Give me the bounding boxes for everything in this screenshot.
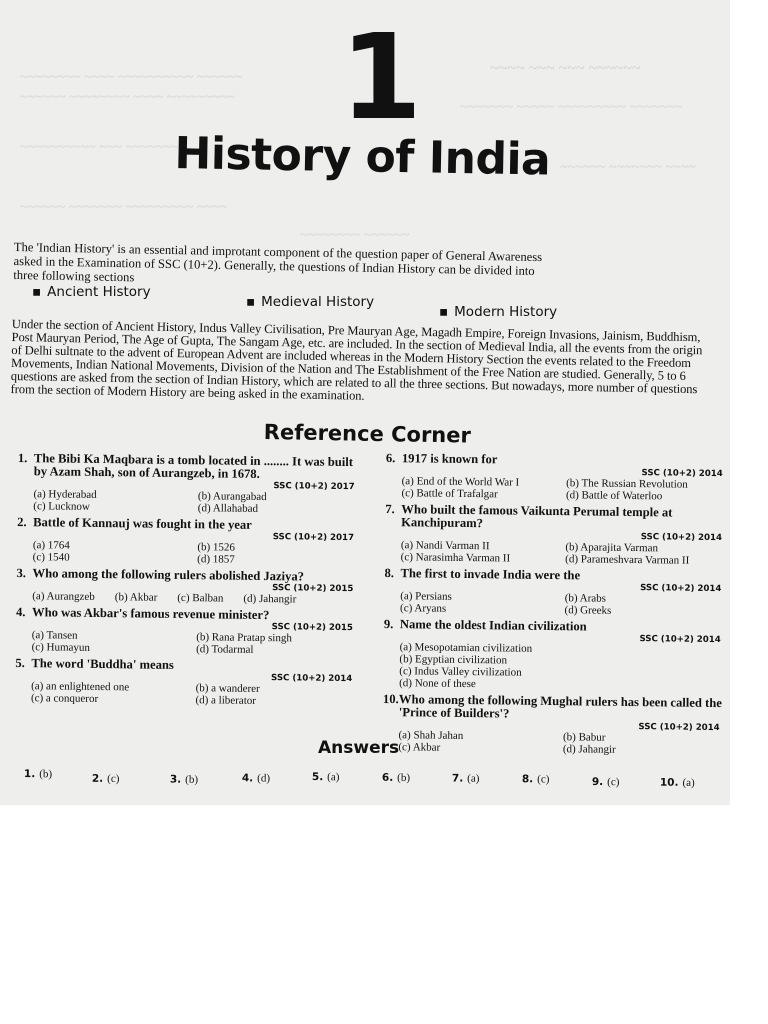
exam-tag: SSC (10+2) 2015 [271, 622, 353, 634]
option-b: (b) Babur [562, 731, 606, 744]
answer-value: (a) [327, 771, 340, 784]
exam-tag: SSC (10+2) 2017 [272, 532, 355, 544]
question-stem: Battle of Kannauj was fought in the year [33, 515, 252, 532]
section-item-modern: ▪ Modern History [439, 304, 557, 320]
question-number: 10. [382, 691, 399, 707]
answer-number: 10. [659, 776, 679, 789]
question-item [384, 567, 730, 618]
option-c: (c) Balban [177, 591, 224, 605]
option-c: (c) Aryans [400, 602, 447, 615]
answer-item [170, 774, 198, 786]
answer-value: (c) [107, 772, 120, 785]
option-c: (c) Battle of Trafalgar [401, 487, 498, 501]
exam-tag: SSC (10+2) 2014 [640, 532, 723, 544]
option-b: (b) Arabs [564, 592, 607, 605]
option-a: (a) 1764 [32, 539, 70, 552]
question-stem: Who among the following Mughal rulers has been called the 'Prince of Builders'? [398, 692, 722, 721]
option-b: (b) a wanderer [195, 682, 260, 695]
bleed-through-text: ~~~~~~~~~~ ~~~ ~~~~~~~ [20, 140, 179, 155]
questions-right-column [382, 452, 731, 761]
answer-value: (c) [607, 776, 620, 789]
question-stem: Who among the following rulers abolished Jaziya? [32, 566, 305, 584]
answer-value: (a) [682, 776, 695, 790]
intro-paragraph: The 'Indian History' is an essential and improtant component of the question paper of General Awareness asked in the Examination of SSC (10+2). Generally, the questions of Indian History can be divided into three following sections [13, 240, 543, 285]
answer-value: (d) [257, 772, 271, 785]
question-stem: The word 'Buddha' means [31, 656, 174, 672]
answer-number: 8. [521, 773, 534, 786]
option-d: (d) 1857 [197, 553, 235, 566]
option-a: (a) Mesopotamian civilization [399, 641, 533, 655]
question-number: 2. [17, 514, 27, 530]
answer-item [522, 773, 550, 785]
question-number: 3. [16, 565, 27, 581]
answer-item [24, 768, 52, 780]
question-item [385, 503, 731, 567]
question-number: 8. [384, 565, 395, 581]
exam-tag: SSC (10+2) 2014 [638, 722, 720, 734]
option-b: (b) Egyptian civilization [399, 653, 508, 667]
intro-body: Under the section of Ancient History, Indus Valley Civilisation, Pre Mauryan Age, Magadh Empire, Foreign Invasions, Jainism, Buddhism, Post Mauryan Period, The Age of Gupta, The Sangam Age, etc. are included. In the section of Medieval India, all the events from the origin of Delhi sultnate to the advent of European Advent are included whereas in the Modern History Section the events related to the Freedom Movements, Indian National Movements, Division of the Nation and The Establishment of the Free Nation are studied. Generally, 5 to 6 questions are asked from the section of Indian History, which are related to all the three sections. But nowadays, more number of questions from the section of Modern History are being asked in the examination. [10, 317, 703, 403]
answer-item [592, 776, 620, 788]
question-item [383, 618, 729, 693]
answer-item [242, 772, 270, 784]
answer-item [452, 772, 480, 784]
option-d: (d) Allahabad [197, 502, 259, 515]
option-d: (d) Battle of Waterloo [565, 489, 663, 503]
answer-number: 1. [23, 768, 36, 781]
option-a: (a) Aurangzeb [32, 590, 95, 603]
question-number: 1. [17, 451, 28, 466]
option-a: (a) Hyderabad [33, 488, 97, 501]
option-b: (b) Aparajita Varman [565, 541, 659, 555]
answer-number: 7. [451, 772, 464, 785]
answer-number: 4. [241, 772, 254, 785]
answer-value: (b) [397, 771, 411, 785]
option-b: (b) 1526 [197, 541, 235, 554]
question-item [17, 452, 363, 516]
option-c: (c) Akbar [398, 741, 441, 754]
option-b: (b) Aurangabad [197, 490, 267, 504]
question-item [17, 516, 363, 567]
answer-number: 3. [169, 773, 182, 786]
question-stem: 1917 is known for [401, 451, 498, 467]
section-list [14, 282, 714, 322]
reference-corner-heading: Reference Corner [263, 420, 472, 448]
question-number: 4. [15, 604, 26, 620]
bleed-through-text: ~~~~ ~~~ ~~~ ~~~~~~ [490, 60, 641, 77]
bleed-through-text: ~~~~~~ ~~~~~~~ ~~~~ [560, 160, 696, 175]
option-d: (d) Jahangir [562, 743, 616, 756]
question-number: 9. [383, 616, 394, 632]
option-d: (d) None of these [399, 677, 476, 691]
section-item-ancient: ▪ Ancient History [32, 284, 151, 300]
question-number: 6. [385, 451, 396, 466]
section-item-medieval: ▪ Medieval History [246, 294, 374, 310]
chapter-number: 1 [340, 8, 423, 146]
option-d: (d) Parameshvara Varman II [565, 553, 690, 567]
question-item [16, 606, 362, 657]
answer-value: (b) [185, 773, 199, 786]
question-text [383, 693, 728, 723]
bleed-through-text: ~~~~~~~~ ~~~~~~ [300, 228, 410, 243]
answer-item [92, 773, 120, 785]
answer-value: (c) [537, 773, 550, 786]
question-stem: The first to invade India were the [400, 566, 581, 583]
answer-key [24, 768, 704, 797]
bleed-through-text: ~~~~~~ ~~~~~~~ ~~~~~~~~~ ~~~~ [20, 200, 228, 215]
option-c: (c) a conqueror [30, 692, 99, 705]
question-item [385, 452, 731, 503]
option-b: (b) Rana Pratap singh [196, 631, 292, 645]
question-item [382, 693, 728, 757]
option-b: (b) The Russian Revolution [566, 477, 688, 491]
option-d: (d) Greeks [564, 604, 612, 617]
question-text [385, 503, 730, 533]
answer-item [312, 771, 340, 783]
answer-number: 2. [91, 772, 104, 785]
option-a: (a) Tansen [31, 629, 78, 642]
option-c: (c) Lucknow [33, 500, 90, 513]
answer-item [660, 777, 695, 789]
exam-tag: SSC (10+2) 2014 [639, 634, 721, 646]
answer-number: 5. [311, 771, 324, 784]
option-d: (d) Jahangir [243, 592, 297, 606]
exam-tag: SSC (10+2) 2017 [273, 481, 355, 493]
question-number: 7. [385, 501, 395, 517]
bleed-through-text: ~~~~~~ ~~~~~~~~ ~~~~ ~~~~~~~~~ [20, 90, 236, 105]
option-c: (c) 1540 [32, 551, 70, 564]
option-a: (a) Persians [400, 590, 452, 603]
answer-value: (b) [39, 768, 53, 781]
question-item [15, 657, 361, 708]
option-c: (c) Indus Valley civilization [399, 665, 522, 679]
option-a: (a) End of the World War I [401, 475, 520, 489]
question-stem: Who was Akbar's famous revenue minister? [31, 605, 270, 623]
option-c: (c) Humayun [31, 641, 91, 654]
exam-tag: SSC (10+2) 2014 [270, 673, 353, 685]
answer-number: 9. [591, 775, 604, 789]
question-item [16, 567, 361, 606]
question-number: 5. [15, 655, 25, 671]
option-a: (a) Shah Jahan [398, 729, 464, 742]
questions-left-column [15, 452, 363, 712]
option-a: (a) an enlightened one [31, 680, 130, 694]
question-stem: The Bibi Ka Maqbara is a tomb located in ........ It was built by Azam Shah, son of Aurangzeb, in 1678. [33, 451, 354, 481]
option-a: (a) Nandi Varman II [400, 539, 490, 553]
exam-tag: SSC (10+2) 2015 [272, 583, 354, 595]
chapter-title: History of India [174, 128, 551, 186]
answer-number: 6. [381, 771, 394, 784]
question-stem: Name the oldest Indian civilization [399, 617, 587, 634]
exam-tag: SSC (10+2) 2014 [640, 583, 722, 595]
answers-heading: Answers [318, 738, 400, 758]
answer-item [382, 772, 410, 784]
answer-value: (a) [467, 772, 480, 785]
bleed-through-text: ~~~~~~~~ ~~~~ ~~~~~~~~~~ ~~~~~~ [20, 70, 243, 85]
option-d: (d) a liberator [195, 694, 257, 707]
option-c: (c) Narasimha Varman II [400, 551, 511, 565]
question-text [18, 452, 363, 482]
option-d: (d) Todarmal [196, 643, 254, 656]
exam-tag: SSC (10+2) 2014 [641, 468, 723, 480]
option-b: (b) Akbar [114, 591, 158, 604]
bleed-through-text: ~~~~~~~ ~~~~~ ~~~~~~~~~ ~~~~~~~ [460, 100, 683, 115]
question-stem: Who built the famous Vaikunta Perumal temple at Kanchipuram? [401, 502, 673, 531]
